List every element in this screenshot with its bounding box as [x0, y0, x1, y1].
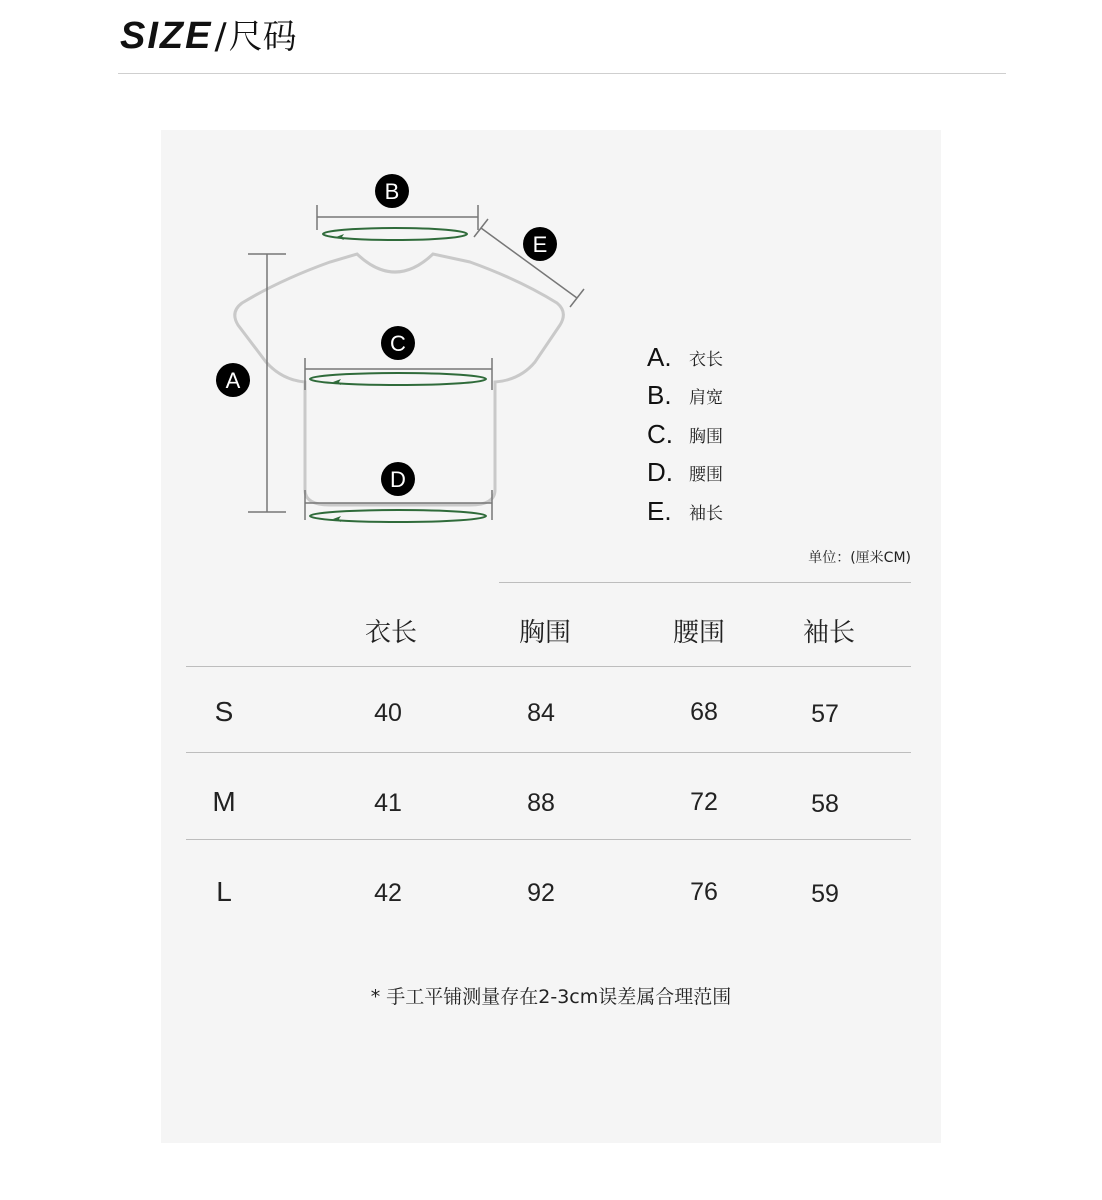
legend-item [647, 492, 723, 531]
legend-label: 腰围 [689, 465, 723, 486]
table-cell: 42 [374, 879, 402, 907]
table-cell-size: L [216, 876, 232, 907]
table-cell: 40 [374, 699, 402, 727]
legend-label: 衣长 [689, 349, 723, 370]
measurement-legend [647, 338, 723, 531]
table-divider [186, 666, 911, 667]
measure-a-line [248, 254, 286, 512]
marker-d-text: D [390, 467, 406, 492]
marker-c [381, 326, 415, 360]
legend-letter: A. [647, 341, 672, 372]
table-cell: 59 [811, 880, 839, 908]
measure-b-arrow [336, 234, 344, 240]
legend-label: 肩宽 [689, 388, 723, 409]
table-header-sleeve: 袖长 [802, 618, 856, 648]
table-cell-size: M [212, 786, 236, 817]
table-cell: 58 [811, 790, 839, 818]
table-header-waist: 腰围 [672, 618, 726, 648]
legend-item [647, 415, 723, 454]
marker-e-text: E [532, 232, 548, 257]
legend-label: 胸围 [689, 426, 723, 447]
marker-b-text: B [384, 179, 400, 204]
marker-a [216, 363, 250, 397]
unit-divider [499, 582, 911, 583]
unit-label: 单位：(厘米CM) [808, 550, 911, 566]
table-cell-size: S [214, 696, 234, 727]
legend-item [647, 338, 723, 377]
measurement-note: * 手工平铺测量存在2-3cm误差属合理范围 [370, 986, 732, 1008]
table-divider [186, 752, 911, 753]
measure-b-loop [323, 228, 467, 240]
table-header-length: 衣长 [364, 618, 418, 648]
title-cn: 尺码 [228, 17, 297, 57]
title-slash: / [214, 16, 227, 57]
marker-c-text: C [390, 331, 406, 356]
legend-letter: B. [647, 380, 672, 411]
legend-label: 袖长 [689, 503, 723, 524]
table-cell: 88 [527, 789, 555, 817]
table-cell: 92 [527, 879, 555, 907]
table-header-chest: 胸围 [518, 618, 572, 648]
legend-letter: E. [647, 495, 672, 526]
measure-b-bracket [317, 205, 478, 230]
marker-e [523, 227, 557, 261]
table-divider [186, 839, 911, 840]
table-cell: 41 [374, 789, 402, 817]
table-cell: 76 [690, 878, 718, 906]
marker-a-text: A [225, 368, 241, 393]
table-cell: 72 [690, 788, 718, 816]
table-cell: 57 [811, 700, 839, 728]
table-cell: 68 [690, 698, 718, 726]
legend-letter: D. [647, 457, 673, 488]
marker-b [375, 174, 409, 208]
legend-item [647, 377, 723, 416]
table-cell: 84 [527, 699, 555, 727]
legend-letter: C. [647, 418, 673, 449]
title-en: SIZE [120, 15, 213, 57]
marker-d [381, 462, 415, 496]
legend-item [647, 454, 723, 493]
